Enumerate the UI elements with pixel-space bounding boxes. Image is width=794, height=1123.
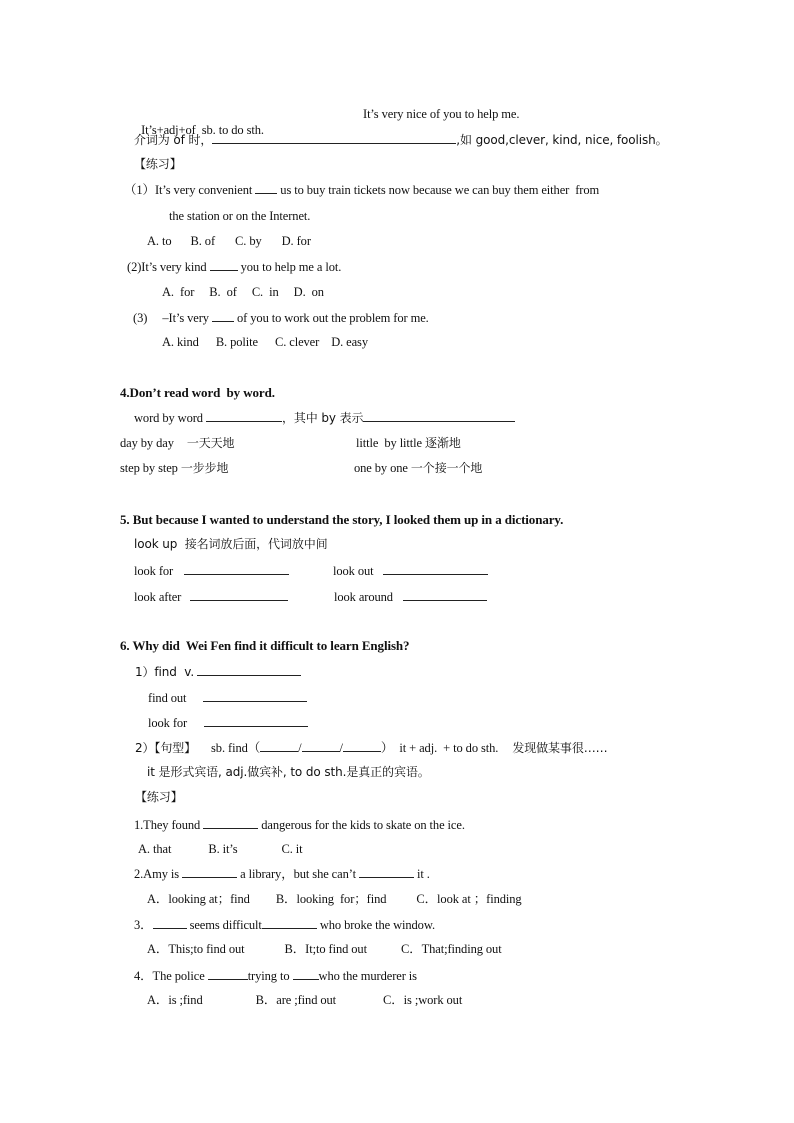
practice-label-2: 【练习】 bbox=[135, 790, 183, 804]
e3-mid: seems difficult bbox=[189, 918, 262, 932]
look-after-line bbox=[134, 588, 288, 605]
e4-text: 4．The police bbox=[134, 969, 205, 983]
q1-line2: the station or on the Internet. bbox=[169, 209, 311, 223]
e3-option[interactable]: A．This;to find out bbox=[147, 942, 245, 956]
q3-option[interactable]: B. polite bbox=[215, 335, 258, 349]
q1-option[interactable]: B. of bbox=[190, 234, 216, 248]
q1-option[interactable]: C. by bbox=[235, 234, 262, 248]
look-around-line bbox=[334, 588, 487, 605]
e1-blank[interactable] bbox=[203, 816, 258, 829]
q2-option[interactable]: B. of bbox=[209, 285, 237, 299]
e4-mid: trying to bbox=[247, 969, 290, 983]
prep-note bbox=[134, 131, 668, 148]
find-line bbox=[135, 663, 301, 680]
lookup-note: look up 接名词放后面，代词放中间 bbox=[134, 537, 328, 551]
q1-option[interactable]: D. for bbox=[281, 234, 311, 248]
q2-text: (2)It’s very kind bbox=[127, 260, 207, 274]
wbw-line bbox=[134, 409, 515, 426]
look-for-blank[interactable] bbox=[184, 562, 289, 575]
look-around-label: look around bbox=[334, 590, 393, 604]
phrase-zh: 一步步地 bbox=[180, 461, 229, 475]
e2-options bbox=[147, 891, 522, 907]
phrase-zh: 一个接一个地 bbox=[410, 461, 483, 475]
practice-label: 【练习】 bbox=[134, 157, 182, 171]
pattern-label: 2）【句型】 bbox=[135, 741, 197, 755]
phrase-one bbox=[354, 460, 482, 476]
wbw-mid: ，其中 by 表示 bbox=[281, 411, 364, 425]
look-for-line bbox=[134, 562, 289, 579]
e1-options bbox=[138, 841, 303, 857]
phrase-en: little by little bbox=[356, 436, 423, 450]
e1-option[interactable]: A. that bbox=[138, 842, 172, 856]
e1-option[interactable]: C. it bbox=[281, 842, 303, 856]
formula: It’s+adj+of sb. to do sth. bbox=[141, 123, 264, 137]
q1-blank[interactable] bbox=[255, 181, 277, 194]
phrase-en: step by step bbox=[120, 461, 178, 475]
q3-option[interactable]: A. kind bbox=[162, 335, 199, 349]
e4-blank-2[interactable] bbox=[293, 967, 319, 980]
e3-blank-1[interactable] bbox=[153, 916, 187, 929]
pattern-a: sb. find（ bbox=[211, 741, 261, 755]
q1-line bbox=[124, 181, 599, 198]
look-out-blank[interactable] bbox=[383, 562, 488, 575]
q2-option[interactable]: C. in bbox=[251, 285, 279, 299]
look-out-label: look out bbox=[333, 564, 374, 578]
by-meaning-blank[interactable] bbox=[363, 409, 515, 422]
q2-options bbox=[162, 284, 324, 300]
section-5-heading: 5. But because I wanted to understand the story, I looked them up in a dictionary. bbox=[120, 512, 564, 527]
e2-option[interactable]: A．looking at；find bbox=[147, 892, 250, 906]
section-6-heading: 6. Why did Wei Fen find it difficult to learn English? bbox=[120, 638, 410, 653]
section-4-heading: 4.Don’t read word by word. bbox=[120, 385, 275, 400]
q1-options bbox=[147, 233, 311, 249]
wbw-blank[interactable] bbox=[206, 409, 282, 422]
phrase-day bbox=[120, 435, 234, 451]
q3-rest: of you to work out the problem for me. bbox=[237, 311, 429, 325]
q2-blank[interactable] bbox=[210, 258, 238, 271]
prep-suffix: ,如 good,clever, kind, nice, foolish。 bbox=[456, 133, 668, 147]
q3-blank[interactable] bbox=[212, 309, 234, 322]
find-blank[interactable] bbox=[197, 663, 301, 676]
q1-rest: us to buy train tickets now because we can buy them either from bbox=[280, 183, 600, 197]
e2-mid: a library，but she can’t bbox=[240, 867, 356, 881]
e1-rest: dangerous for the kids to skate on the ice. bbox=[261, 818, 465, 832]
find-out-blank[interactable] bbox=[203, 689, 307, 702]
e2-blank-1[interactable] bbox=[182, 865, 237, 878]
pattern-zh: 发现做某事很…… bbox=[512, 741, 608, 755]
e3-line bbox=[134, 916, 435, 933]
e2-option[interactable]: C．look at ；finding bbox=[416, 892, 522, 906]
look-after-label: look after bbox=[134, 590, 182, 604]
e4-end: who the murderer is bbox=[318, 969, 417, 983]
formula-example: It’s very nice of you to help me. bbox=[363, 107, 520, 121]
phrase-en: day by day bbox=[120, 436, 174, 450]
pattern-blank-1[interactable] bbox=[260, 739, 298, 752]
pattern-blank-2[interactable] bbox=[302, 739, 340, 752]
e1-line bbox=[134, 816, 465, 833]
find-label: 1）find v. bbox=[135, 665, 195, 679]
e3-blank-2[interactable] bbox=[262, 916, 317, 929]
q3-text: (3) –It’s very bbox=[133, 311, 209, 325]
look-for-label-2: look for bbox=[148, 716, 188, 730]
pattern-explain: it 是形式宾语, adj.做宾补, to do sth.是真正的宾语。 bbox=[147, 765, 430, 779]
e2-blank-2[interactable] bbox=[359, 865, 414, 878]
e2-line bbox=[134, 865, 430, 882]
pattern-blank-3[interactable] bbox=[343, 739, 381, 752]
e2-text: 2.Amy is bbox=[134, 867, 180, 881]
prep-prefix: 介词为 of 时， bbox=[134, 133, 213, 147]
e1-option[interactable]: B. it’s bbox=[208, 842, 238, 856]
e4-blank-1[interactable] bbox=[208, 967, 248, 980]
e4-option[interactable]: A．is ;find bbox=[147, 993, 203, 1007]
look-around-blank[interactable] bbox=[403, 588, 487, 601]
look-for-label: look for bbox=[134, 564, 174, 578]
phrase-en: one by one bbox=[354, 461, 408, 475]
phrase-zh: 逐渐地 bbox=[425, 436, 461, 450]
pattern-line bbox=[135, 739, 608, 756]
e3-option[interactable]: B．It;to find out bbox=[284, 942, 367, 956]
look-for-blank-2[interactable] bbox=[204, 714, 308, 727]
look-out-line bbox=[333, 562, 488, 579]
e4-option[interactable]: C．is ;work out bbox=[383, 993, 463, 1007]
phrase-step bbox=[120, 460, 228, 476]
find-out-line bbox=[148, 689, 307, 706]
e4-option[interactable]: B．are ;find out bbox=[255, 993, 337, 1007]
q3-line bbox=[133, 309, 429, 326]
e2-end: it . bbox=[417, 867, 430, 881]
look-after-blank[interactable] bbox=[190, 588, 288, 601]
e3-end: who broke the window. bbox=[319, 918, 435, 932]
wbw-text: word by word bbox=[134, 411, 203, 425]
e1-text: 1.They found bbox=[134, 818, 201, 832]
look-for-line-2 bbox=[148, 714, 308, 731]
q1-option[interactable]: A. to bbox=[147, 234, 172, 248]
pattern-sep: / bbox=[339, 741, 343, 755]
e4-options bbox=[147, 992, 462, 1008]
e3-text: 3． bbox=[134, 918, 153, 932]
e3-options bbox=[147, 941, 502, 957]
find-out-label: find out bbox=[148, 691, 187, 705]
q2-line bbox=[127, 258, 341, 275]
pattern-sep: / bbox=[298, 741, 302, 755]
q2-rest: you to help me a lot. bbox=[240, 260, 342, 274]
e2-option[interactable]: B．looking for；find bbox=[275, 892, 387, 906]
q3-option[interactable]: D. easy bbox=[331, 335, 368, 349]
q2-option[interactable]: D. on bbox=[293, 285, 324, 299]
q1-text: （1）It’s very convenient bbox=[124, 183, 253, 197]
pattern-b: ） it + adj. + to do sth. bbox=[380, 741, 499, 755]
q3-options bbox=[162, 334, 368, 350]
phrase-little bbox=[356, 435, 461, 451]
q2-option[interactable]: A. for bbox=[162, 285, 195, 299]
e4-line bbox=[134, 967, 417, 984]
prep-blank[interactable] bbox=[212, 131, 456, 144]
phrase-zh: 一天天地 bbox=[186, 436, 235, 450]
e3-option[interactable]: C．That;finding out bbox=[400, 942, 502, 956]
q3-option[interactable]: C. clever bbox=[274, 335, 320, 349]
